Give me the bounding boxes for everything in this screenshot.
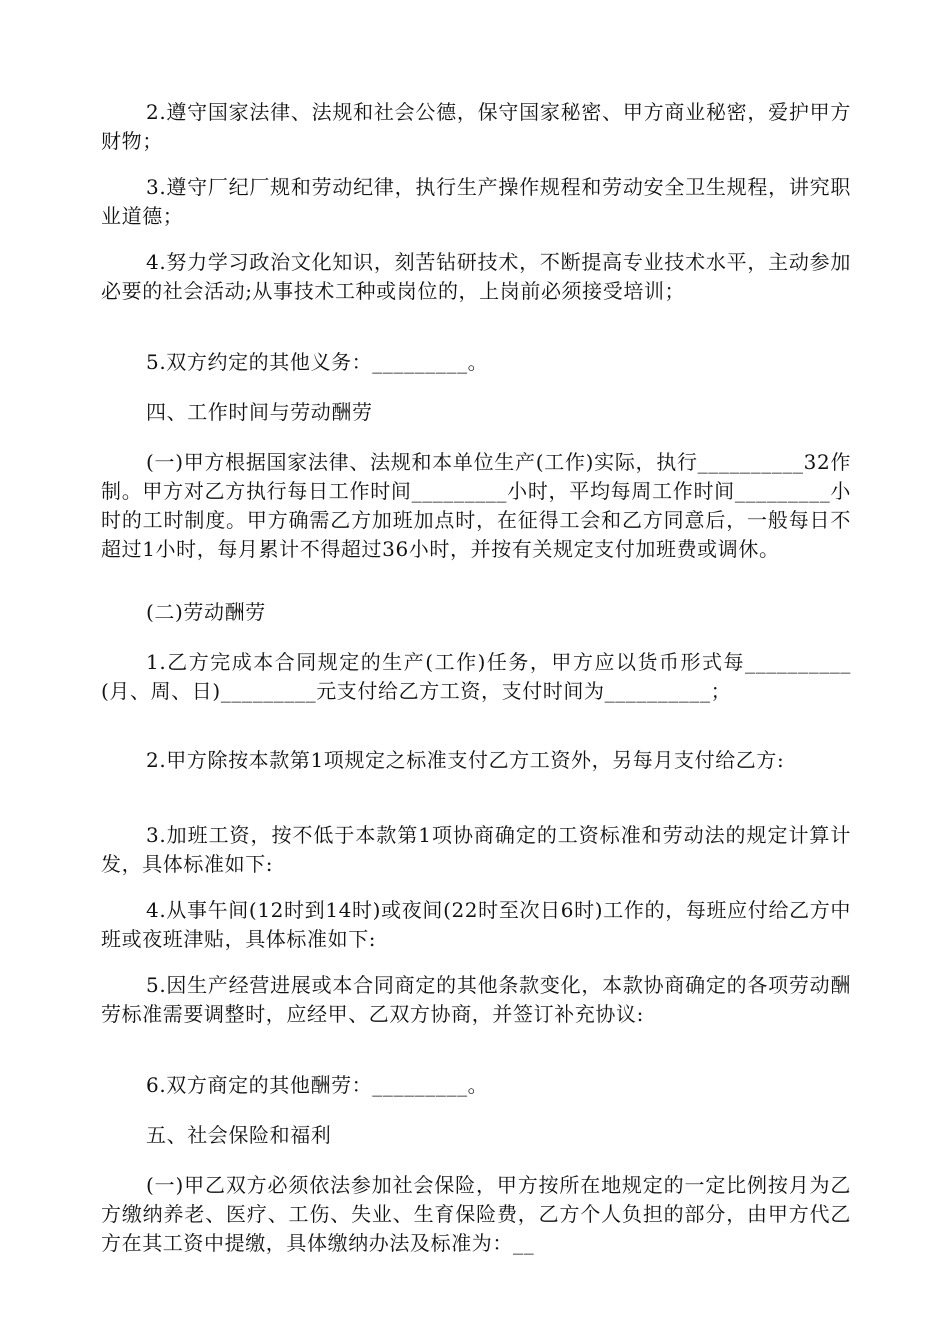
subheading-remuneration: (二)劳动酬劳 xyxy=(146,600,266,624)
paragraph-remuneration-5: 5.因生产经营进展或本合同商定的其他条款变化，本款协商确定的各项劳动酬劳标准需要调整时，应经甲、乙双方协商，并签订补充协议: xyxy=(101,973,851,1026)
paragraph-social-insurance-1: (一)甲乙双方必须依法参加社会保险，甲方按所在地规定的一定比例按月为乙方缴纳养老、医疗、工伤、失业、生育保险费，乙方个人负担的部分，由甲方代乙方在其工资中提缴，具体缴纳办法及标准为：__ xyxy=(101,1173,851,1255)
paragraph-remuneration-2: 2.甲方除按本款第1项规定之标准支付乙方工资外，另每月支付给乙方: xyxy=(146,748,785,772)
paragraph-remuneration-3: 3.加班工资，按不低于本款第1项协商确定的工资标准和劳动法的规定计算计发，具体标准如下: xyxy=(101,823,851,876)
paragraph-obligation-2: 2.遵守国家法律、法规和社会公德，保守国家秘密、甲方商业秘密，爱护甲方财物； xyxy=(101,100,851,153)
paragraph-work-time: (一)甲方根据国家法律、法规和本单位生产(工作)实际，执行__________32作制。甲方对乙方执行每日工作时间_________小时，平均每周工作时间_________小时的工时制度。甲方确需乙方加班加点时，在征得工会和乙方同意后，一般每日不超过1小时，每月累计不得超过36小时，并按有关规定支付加班费或调休。 xyxy=(101,450,851,561)
section-heading-social-insurance: 五、社会保险和福利 xyxy=(146,1123,332,1147)
paragraph-remuneration-6: 6.双方商定的其他酬劳：_________。 xyxy=(146,1073,489,1097)
paragraph-obligation-4: 4.努力学习政治文化知识，刻苦钻研技术，不断提高专业技术水平，主动参加必要的社会活动;从事技术工种或岗位的，上岗前必须接受培训； xyxy=(101,250,851,303)
paragraph-remuneration-1: 1.乙方完成本合同规定的生产(工作)任务，甲方应以货币形式每__________(月、周、日)_________元支付给乙方工资，支付时间为__________； xyxy=(101,650,851,703)
section-heading-work-time: 四、工作时间与劳动酬劳 xyxy=(146,400,373,424)
paragraph-obligation-5: 5.双方约定的其他义务：_________。 xyxy=(146,350,489,374)
paragraph-remuneration-4: 4.从事午间(12时到14时)或夜间(22时至次日6时)工作的，每班应付给乙方中班或夜班津贴，具体标准如下: xyxy=(101,898,851,951)
paragraph-obligation-3: 3.遵守厂纪厂规和劳动纪律，执行生产操作规程和劳动安全卫生规程，讲究职业道德； xyxy=(101,175,851,228)
